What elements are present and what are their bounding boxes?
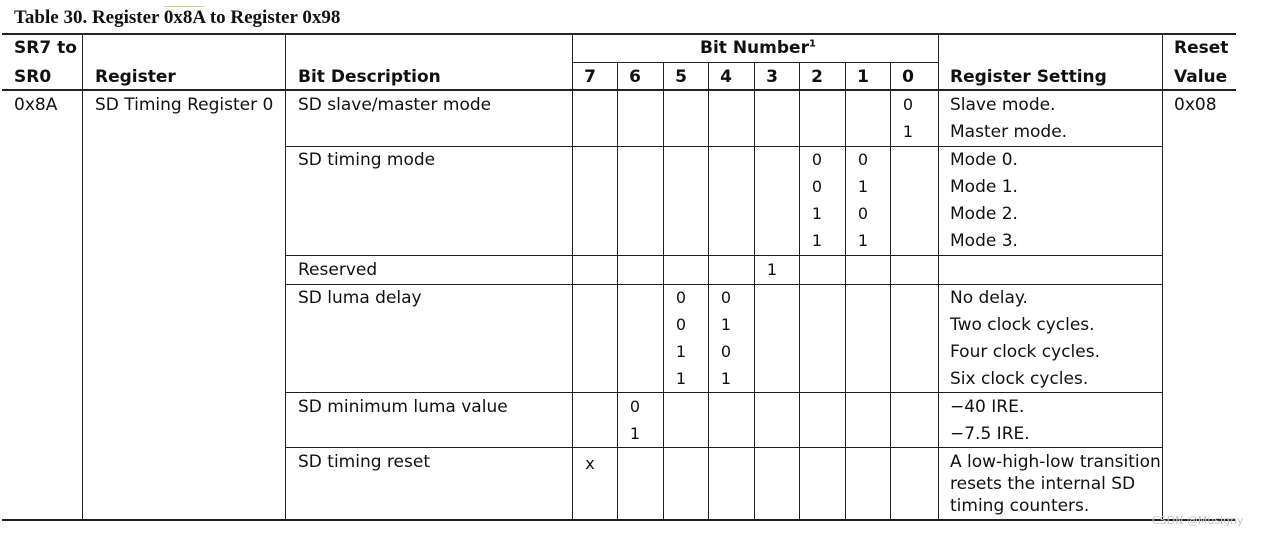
register-setting: timing counters. bbox=[950, 496, 1090, 516]
register-setting: Slave mode. bbox=[950, 95, 1056, 115]
register-setting: No delay. bbox=[950, 288, 1028, 308]
field-description: SD timing mode bbox=[298, 150, 436, 170]
header-bit-0: 0 bbox=[902, 67, 914, 87]
bit-value: 1 bbox=[902, 122, 914, 141]
register-setting: resets the internal SD bbox=[950, 474, 1136, 494]
field-separator bbox=[285, 284, 1163, 285]
register-setting: Mode 1. bbox=[950, 177, 1018, 197]
field-description: SD slave/master mode bbox=[298, 95, 492, 115]
bit-value: 0 bbox=[720, 342, 732, 361]
bit-divider bbox=[890, 62, 891, 520]
header-sr-line1: SR7 to bbox=[14, 38, 77, 58]
reset-value: 0x08 bbox=[1174, 95, 1217, 115]
bit-value: 0 bbox=[811, 150, 823, 169]
header-register-setting: Register Setting bbox=[950, 67, 1107, 87]
register-setting: Mode 3. bbox=[950, 231, 1018, 251]
register-setting: −40 IRE. bbox=[950, 397, 1025, 417]
register-setting: Mode 2. bbox=[950, 204, 1018, 224]
register-setting: Two clock cycles. bbox=[950, 315, 1095, 335]
bit-value: 1 bbox=[811, 204, 823, 223]
bit-divider bbox=[754, 62, 755, 520]
bit-value: 0 bbox=[675, 315, 687, 334]
register-setting: Mode 0. bbox=[950, 150, 1018, 170]
field-description: Reserved bbox=[298, 260, 378, 280]
bit-value: 0 bbox=[675, 288, 687, 307]
table-top-rule bbox=[2, 33, 1236, 35]
bit-value: 1 bbox=[766, 260, 778, 279]
header-bit-description: Bit Description bbox=[298, 67, 441, 87]
register-address: 0x8A bbox=[14, 95, 58, 115]
header-reset-line1: Reset bbox=[1174, 38, 1229, 58]
register-setting: Six clock cycles. bbox=[950, 369, 1089, 389]
bit-value: 1 bbox=[675, 369, 687, 388]
footnote-marker: 1 bbox=[808, 38, 816, 50]
header-bottom-rule bbox=[2, 89, 1236, 91]
bit-divider bbox=[663, 62, 664, 520]
register-name: SD Timing Register 0 bbox=[95, 95, 274, 115]
field-description: SD timing reset bbox=[298, 452, 430, 472]
field-description: SD minimum luma value bbox=[298, 397, 508, 417]
bit-number-rule bbox=[572, 62, 939, 63]
bit-value: 1 bbox=[675, 342, 687, 361]
header-reset-line2: Value bbox=[1174, 67, 1228, 87]
bit-value: 0 bbox=[857, 204, 869, 223]
bit-value: x bbox=[585, 454, 595, 473]
bit-divider bbox=[845, 62, 846, 520]
header-bit-1: 1 bbox=[857, 67, 869, 87]
watermark: CSDN @Musigny bbox=[1152, 514, 1244, 527]
bit-value: 1 bbox=[857, 177, 869, 196]
header-bit-number: Bit Number$^1$ bbox=[700, 38, 816, 58]
field-description: SD luma delay bbox=[298, 288, 422, 308]
bit-value: 1 bbox=[629, 424, 641, 443]
register-setting: Four clock cycles. bbox=[950, 342, 1101, 362]
col-divider bbox=[82, 34, 83, 520]
header-bit-6: 6 bbox=[629, 67, 641, 87]
bit-value: 0 bbox=[902, 95, 914, 114]
table-title: Table 30. Register 0x8A to Register 0x98 bbox=[14, 7, 341, 28]
field-separator bbox=[285, 392, 1163, 393]
bit-divider bbox=[799, 62, 800, 520]
register-setting: −7.5 IRE. bbox=[950, 424, 1030, 444]
header-bit-3: 3 bbox=[766, 67, 778, 87]
field-separator bbox=[285, 146, 1163, 147]
bit-value: 0 bbox=[629, 397, 641, 416]
header-bit-7: 7 bbox=[584, 67, 596, 87]
register-setting: A low-high-low transition bbox=[950, 452, 1161, 472]
header-sr-line2: SR0 bbox=[14, 67, 52, 87]
bit-value: 1 bbox=[811, 231, 823, 250]
header-bit-2: 2 bbox=[811, 67, 823, 87]
bit-value: 1 bbox=[857, 231, 869, 250]
table-bottom-rule bbox=[2, 519, 1236, 521]
field-separator bbox=[285, 447, 1163, 448]
header-bit-5: 5 bbox=[675, 67, 687, 87]
header-register: Register bbox=[95, 67, 176, 87]
bit-value: 0 bbox=[811, 177, 823, 196]
bit-value: 1 bbox=[720, 315, 732, 334]
bit-value: 1 bbox=[720, 369, 732, 388]
header-bit-4: 4 bbox=[720, 67, 732, 87]
bit-value: 0 bbox=[857, 150, 869, 169]
bit-divider bbox=[617, 62, 618, 520]
bit-value: 0 bbox=[720, 288, 732, 307]
bit-divider bbox=[708, 62, 709, 520]
field-separator bbox=[285, 255, 1163, 256]
register-setting: Master mode. bbox=[950, 122, 1068, 142]
